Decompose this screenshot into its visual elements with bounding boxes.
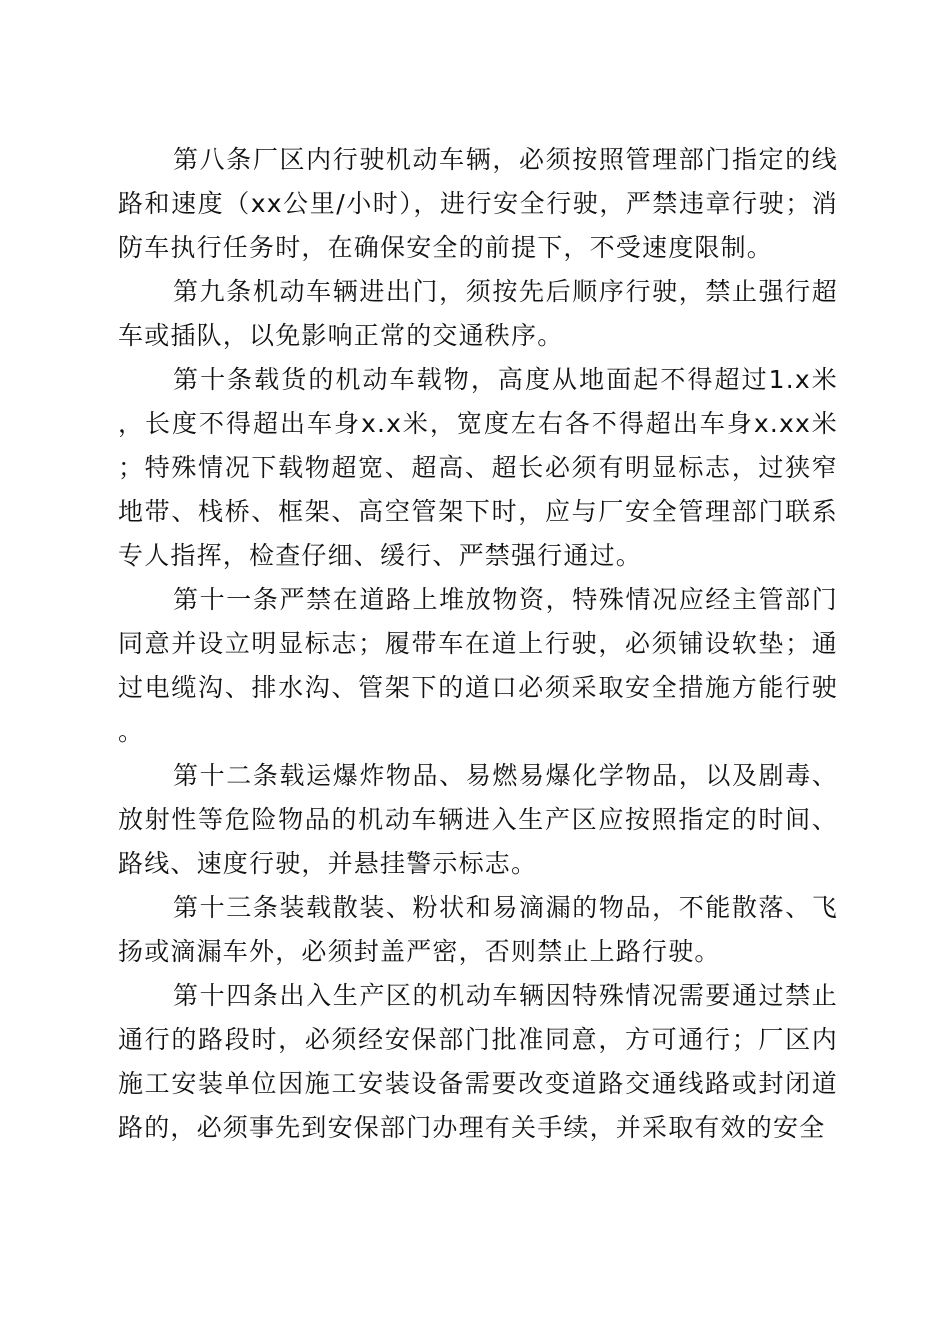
article-13-paragraph: 第十三条装载散装、粉状和易滴漏的物品，不能散落、飞扬或滴漏车外，必须封盖严密，否则禁止上路行驶。 [118,893,838,966]
article-14-paragraph: 第十四条出入生产区的机动车辆因特殊情况需要通过禁止通行的路段时，必须经安保部门批准同意，方可通行；厂区内施工安装单位因施工安装设备需要改变道路交通线路或封闭道路的，必须事先到安保部门办理有关手续，并采取有效的安全 [118,981,838,1142]
article-9-paragraph: 第九条机动车辆进出门，须按先后顺序行驶，禁止强行超车或插队，以免影响正常的交通秩序。 [118,277,838,350]
article-10-paragraph: 第十条载货的机动车载物，高度从地面起不得超过1.x米，长度不得超出车身x.x米，宽度左右各不得超出车身x.xx米；特殊情况下载物超宽、超高、超长必须有明显标志，过狭窄地带、栈桥、框架、高空管架下时，应与厂安全管理部门联系专人指挥，检查仔细、缓行、严禁强行通过。 [118,365,838,570]
article-11-paragraph: 第十一条严禁在道路上堆放物资，特殊情况应经主管部门同意并设立明显标志；履带车在道上行驶，必须铺设软垫；通过电缆沟、排水沟、管架下的道口必须采取安全措施方能行驶。 [118,585,838,746]
article-12-paragraph: 第十二条载运爆炸物品、易燃易爆化学物品，以及剧毒、放射性等危险物品的机动车辆进入生产区应按照指定的时间、路线、速度行驶，并悬挂警示标志。 [118,761,838,878]
article-8-paragraph: 第八条厂区内行驶机动车辆，必须按照管理部门指定的线路和速度（xx公里/小时），进行安全行驶，严禁违章行驶；消防车执行任务时，在确保安全的前提下，不受速度限制。 [118,145,838,262]
document-body [118,138,838,1150]
